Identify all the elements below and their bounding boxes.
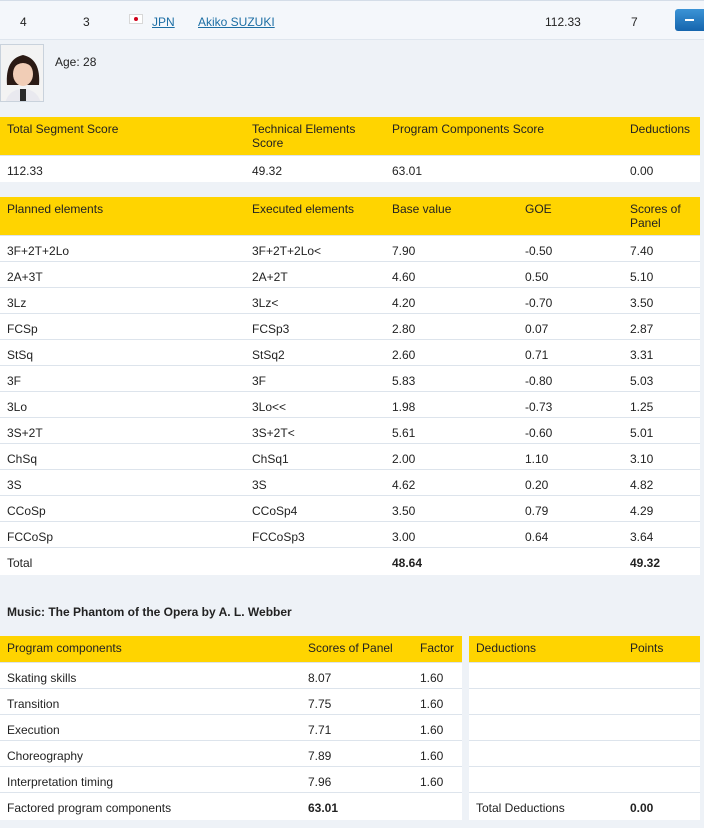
technical-elements-score-value: 49.32 [245, 155, 385, 182]
panel-score: 5.01 [623, 417, 700, 443]
executed-element: FCSp3 [245, 313, 385, 339]
component-row [0, 740, 462, 766]
program-components-score-header: Program Components Score [385, 117, 623, 155]
elements-table [0, 197, 700, 575]
points-header: Points [623, 636, 700, 662]
collapse-button[interactable] [675, 9, 704, 31]
component-factor: 1.60 [413, 766, 462, 792]
panel-score: 3.10 [623, 443, 700, 469]
planned-element: CCoSp [0, 495, 245, 521]
elements-total-row [0, 547, 700, 575]
executed-element: FCCoSp3 [245, 521, 385, 547]
skater-photo-image [1, 45, 44, 102]
component-row [0, 662, 462, 688]
base-value: 4.20 [385, 287, 518, 313]
segment-score-table [0, 117, 700, 182]
skater-age: Age: 28 [55, 55, 97, 69]
base-value: 4.62 [385, 469, 518, 495]
component-name: Skating skills [0, 662, 301, 688]
goe: 0.07 [518, 313, 623, 339]
element-row [0, 235, 700, 261]
planned-elements-header: Planned elements [0, 197, 245, 235]
component-score: 7.89 [301, 740, 413, 766]
component-score: 7.71 [301, 714, 413, 740]
base-value: 7.90 [385, 235, 518, 261]
factor-header: Factor [413, 636, 462, 662]
component-score: 8.07 [301, 662, 413, 688]
planned-element: 3F+2T+2Lo [0, 235, 245, 261]
goe: 0.71 [518, 339, 623, 365]
base-value: 2.80 [385, 313, 518, 339]
program-components-score-value: 63.01 [385, 155, 623, 182]
skater-result-row [0, 0, 704, 40]
component-row [0, 688, 462, 714]
executed-elements-header: Executed elements [245, 197, 385, 235]
planned-element: 2A+3T [0, 261, 245, 287]
base-value: 5.83 [385, 365, 518, 391]
executed-element: StSq2 [245, 339, 385, 365]
factored-components-value: 63.01 [301, 792, 413, 820]
component-factor: 1.60 [413, 688, 462, 714]
deduction-row [469, 766, 700, 792]
element-row [0, 391, 700, 417]
skater-photo [0, 44, 44, 102]
component-factor: 1.60 [413, 714, 462, 740]
goe: -0.80 [518, 365, 623, 391]
executed-element: 3F+2T+2Lo< [245, 235, 385, 261]
planned-element: FCCoSp [0, 521, 245, 547]
rank: 4 [20, 15, 27, 29]
base-value: 2.60 [385, 339, 518, 365]
total-label: Total [0, 547, 245, 575]
executed-element: CCoSp4 [245, 495, 385, 521]
skater-name-link[interactable]: Akiko SUZUKI [198, 15, 275, 29]
component-factor: 1.60 [413, 740, 462, 766]
total-segment-score-value: 112.33 [0, 155, 245, 182]
factored-components-row [0, 792, 462, 820]
deductions-col-header: Deductions [469, 636, 623, 662]
components-scores-of-panel-header: Scores of Panel [301, 636, 413, 662]
panel-score: 3.50 [623, 287, 700, 313]
scores-of-panel-header: Scores of Panel [623, 197, 700, 235]
executed-element: 3Lo<< [245, 391, 385, 417]
deduction-row [469, 714, 700, 740]
component-row [0, 714, 462, 740]
elements-header-row [0, 197, 700, 235]
component-name: Interpretation timing [0, 766, 301, 792]
deduction-row [469, 662, 700, 688]
executed-element: 2A+2T [245, 261, 385, 287]
goe: 0.50 [518, 261, 623, 287]
goe: -0.70 [518, 287, 623, 313]
total-score: 112.33 [545, 15, 581, 29]
panel-score: 4.29 [623, 495, 700, 521]
element-row [0, 521, 700, 547]
panel-score: 5.03 [623, 365, 700, 391]
element-row [0, 339, 700, 365]
program-components-header: Program components [0, 636, 301, 662]
deduction-row [469, 688, 700, 714]
japan-flag-icon [129, 14, 143, 24]
panel-score: 3.31 [623, 339, 700, 365]
goe: 0.20 [518, 469, 623, 495]
goe: 1.10 [518, 443, 623, 469]
total-deductions-value: 0.00 [623, 792, 700, 820]
panel-score: 1.25 [623, 391, 700, 417]
planned-element: FCSp [0, 313, 245, 339]
component-row [0, 766, 462, 792]
base-value: 3.00 [385, 521, 518, 547]
element-row [0, 313, 700, 339]
planned-element: 3F [0, 365, 245, 391]
element-row [0, 495, 700, 521]
goe: -0.50 [518, 235, 623, 261]
segment-header-row [0, 117, 700, 155]
planned-element: 3S [0, 469, 245, 495]
total-deductions-label: Total Deductions [469, 792, 623, 820]
planned-element: 3S+2T [0, 417, 245, 443]
total-base-value: 48.64 [385, 547, 518, 575]
goe: 0.64 [518, 521, 623, 547]
element-row [0, 261, 700, 287]
planned-element: StSq [0, 339, 245, 365]
deductions-table [469, 636, 700, 820]
panel-score: 4.82 [623, 469, 700, 495]
panel-score: 3.64 [623, 521, 700, 547]
component-score: 7.96 [301, 766, 413, 792]
music-title: Music: The Phantom of the Opera by A. L. Webber [7, 605, 292, 619]
goe-header: GOE [518, 197, 623, 235]
base-value: 4.60 [385, 261, 518, 287]
total-deductions-row [469, 792, 700, 820]
base-value: 3.50 [385, 495, 518, 521]
goe: -0.60 [518, 417, 623, 443]
component-name: Choreography [0, 740, 301, 766]
element-row [0, 469, 700, 495]
component-name: Execution [0, 714, 301, 740]
total-segment-score-header: Total Segment Score [0, 117, 245, 155]
planned-element: 3Lz [0, 287, 245, 313]
base-value: 1.98 [385, 391, 518, 417]
technical-elements-score-header: Technical Elements Score [245, 117, 385, 155]
components-header-row [0, 636, 462, 662]
executed-element: 3S+2T< [245, 417, 385, 443]
executed-element: 3Lz< [245, 287, 385, 313]
deductions-value: 0.00 [623, 155, 700, 182]
planned-element: ChSq [0, 443, 245, 469]
base-value-header: Base value [385, 197, 518, 235]
component-factor: 1.60 [413, 662, 462, 688]
goe: 0.79 [518, 495, 623, 521]
panel-score: 7.40 [623, 235, 700, 261]
placement: 7 [631, 15, 638, 29]
panel-score: 5.10 [623, 261, 700, 287]
element-row [0, 365, 700, 391]
executed-element: ChSq1 [245, 443, 385, 469]
base-value: 5.61 [385, 417, 518, 443]
start-number: 3 [83, 15, 90, 29]
program-components-table [0, 636, 462, 820]
element-row [0, 287, 700, 313]
factored-components-label: Factored program components [0, 792, 301, 820]
deductions-header: Deductions [623, 117, 700, 155]
component-score: 7.75 [301, 688, 413, 714]
base-value: 2.00 [385, 443, 518, 469]
planned-element: 3Lo [0, 391, 245, 417]
element-row [0, 443, 700, 469]
goe: -0.73 [518, 391, 623, 417]
deductions-header-row [469, 636, 700, 662]
nation-link[interactable]: JPN [152, 15, 175, 29]
element-row [0, 417, 700, 443]
segment-values-row [0, 155, 700, 182]
deduction-row [469, 740, 700, 766]
panel-score: 2.87 [623, 313, 700, 339]
component-name: Transition [0, 688, 301, 714]
executed-element: 3F [245, 365, 385, 391]
total-panel-score: 49.32 [623, 547, 700, 575]
executed-element: 3S [245, 469, 385, 495]
